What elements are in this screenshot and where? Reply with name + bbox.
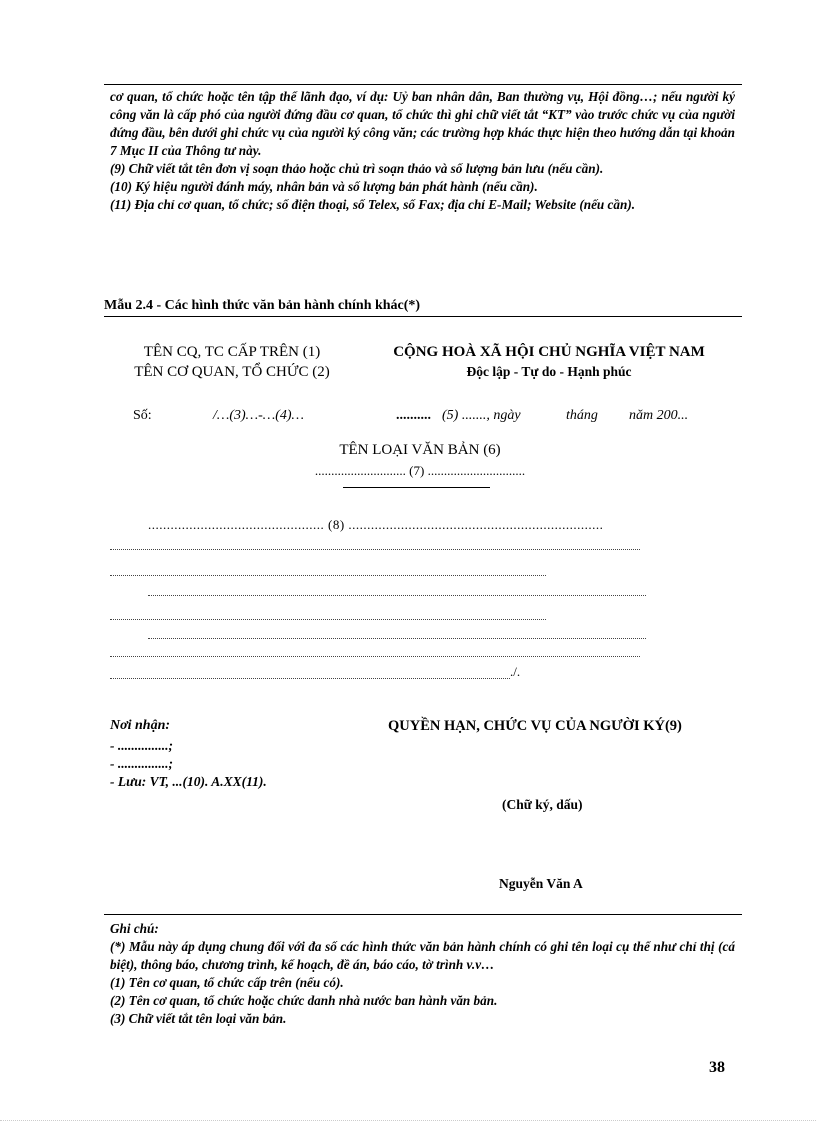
- date-year: năm 200...: [629, 408, 689, 423]
- section-rule: [104, 316, 742, 317]
- national-block: [372, 342, 726, 382]
- note-paragraph: (11) Địa chỉ cơ quan, tổ chức; số điện thoại, số Telex, số Fax; địa chỉ E-Mail; Website (nếu cần).: [110, 197, 636, 212]
- note-paragraph: cơ quan, tổ chức hoặc tên tập thể lãnh đạo, ví dụ: Uỷ ban nhân dân, Ban thường vụ, Hội đồng…; nếu người ký công văn là cấp phó của người đứng đầu cơ quan, tổ chức thì ghi chữ viết tắt “KT” vào trước chức vụ của người đứng đầu, bên dưới ghi chức vụ của người ký công văn; các trường hợp khác thực hiện theo hướng dẫn tại khoản 7 Mục II của Thông tư này.: [110, 89, 735, 158]
- top-notes: [110, 88, 735, 214]
- footnote-item: (3) Chữ viết tắt tên loại văn bản.: [110, 1011, 287, 1026]
- recipient-line: - ...............;: [110, 738, 173, 753]
- page-number: 38: [709, 1059, 725, 1076]
- body-dot-line: [110, 549, 640, 550]
- agency-name: TÊN CƠ QUAN, TỔ CHỨC (2): [134, 364, 330, 380]
- note-paragraph: (9) Chữ viết tắt tên đơn vị soạn thảo hoặc chủ trì soạn thảo và số lượng bản lưu (nếu cần).: [110, 161, 604, 176]
- recipients-title: Nơi nhận:: [110, 718, 171, 733]
- top-rule: [104, 84, 742, 85]
- date-month: tháng: [566, 408, 598, 423]
- footnote-item: (*) Mẫu này áp dụng chung đối với đa số các hình thức văn bản hành chính có ghi tên loại cụ thể như chỉ thị (cá biệt), thông báo, chương trình, kế hoạch, đề án, báo cáo, tờ trình v.v…: [110, 939, 735, 972]
- footnotes-title: Ghi chú:: [110, 921, 159, 936]
- place-date: (5) ......., ngày: [442, 408, 521, 423]
- doc-type: TÊN LOẠI VĂN BẢN (6): [339, 442, 501, 458]
- body-marker: ............................................... (8) ....................................................................: [148, 517, 604, 532]
- sign-note: (Chữ ký, dấu): [502, 797, 583, 812]
- place-dots: ..........: [396, 408, 431, 423]
- page-bottom-border: [0, 1120, 816, 1121]
- note-paragraph: (10) Ký hiệu người đánh máy, nhân bản và số lượng bản phát hành (nếu cần).: [110, 179, 538, 194]
- national-title: CỘNG HOÀ XÃ HỘI CHỦ NGHĨA VIỆT NAM: [393, 344, 705, 360]
- recipient-line: - Lưu: VT, ...(10). A.XX(11).: [110, 774, 267, 789]
- agency-block: [104, 342, 360, 382]
- body-dot-line: [110, 575, 546, 576]
- number-label: Số:: [133, 408, 152, 423]
- doc-type-underline: [343, 487, 490, 488]
- body-dot-line: [110, 619, 546, 620]
- body-dot-line: [148, 638, 646, 639]
- footnote-item: (1) Tên cơ quan, tổ chức cấp trên (nếu có).: [110, 975, 344, 990]
- motto: Độc lập - Tự do - Hạnh phúc: [466, 364, 632, 379]
- section-title: Mẫu 2.4 - Các hình thức văn bản hành chính khác(*): [104, 298, 421, 313]
- body-dot-line: [148, 595, 646, 596]
- body-dot-line: [110, 656, 640, 657]
- number-value: /…(3)…-…(4)…: [213, 408, 304, 423]
- footnote-rule: [104, 914, 742, 915]
- body-dot-line: [110, 678, 510, 679]
- agency-parent: TÊN CQ, TC CẤP TRÊN (1): [143, 344, 321, 360]
- footnotes: [110, 920, 735, 1028]
- footnote-item: (2) Tên cơ quan, tổ chức hoặc chức danh nhà nước ban hành văn bản.: [110, 993, 498, 1008]
- recipient-line: - ...............;: [110, 756, 173, 771]
- summary-line: ............................ (7) ..............................: [314, 463, 526, 478]
- body-end: ./.: [510, 664, 521, 679]
- signer-authority: QUYỀN HẠN, CHỨC VỤ CỦA NGƯỜI KÝ(9): [388, 718, 682, 734]
- signer-name: Nguyễn Văn A: [499, 876, 583, 891]
